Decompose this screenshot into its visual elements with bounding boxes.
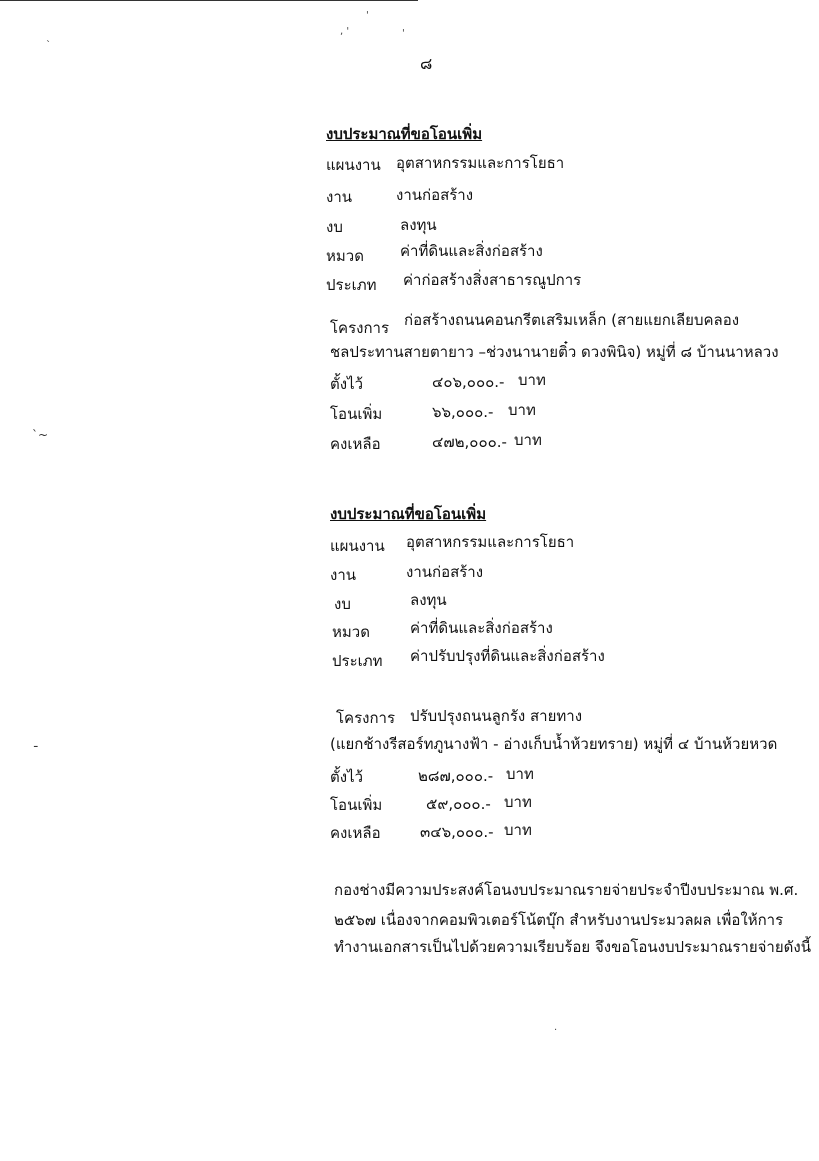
category-label: หมวด bbox=[326, 247, 364, 265]
type-value: ค่าก่อสร้างสิ่งสาธารณูปการ bbox=[403, 271, 582, 289]
transfer-unit: บาท bbox=[504, 793, 532, 811]
category-value: ค่าที่ดินและสิ่งก่อสร้าง bbox=[410, 619, 553, 637]
remain-value: ๔๗๒,๐๐๐.- bbox=[432, 433, 507, 451]
scan-mark: `~ bbox=[32, 428, 49, 442]
transfer-label: โอนเพิ่ม bbox=[330, 796, 383, 814]
type-label: ประเภท bbox=[332, 652, 383, 670]
scan-edge-line bbox=[0, 0, 418, 1]
remain-label: คงเหลือ bbox=[330, 435, 381, 453]
plan-value: อุตสาหกรรมและการโยธา bbox=[406, 533, 575, 551]
project-line2: ชลประทานสายตายาว –ช่วงนานายติ๋ว ดวงพินิจ) หมู่ที่ ๘ บ้านนาหลวง bbox=[330, 343, 779, 361]
closing-line1: กองช่างมีความประสงค์โอนงบประมาณรายจ่ายประจำปีงบประมาณ พ.ศ. bbox=[334, 881, 799, 899]
set-label: ตั้งไว้ bbox=[330, 768, 364, 786]
work-label: งาน bbox=[330, 566, 357, 584]
project-label: โครงการ bbox=[336, 709, 396, 727]
page-number: ๘ bbox=[420, 54, 433, 73]
closing-line2: ๒๕๖๗ เนื่องจากคอมพิวเตอร์โน้ตบุ๊ก สำหรับงานประมวลผล เพื่อให้การ bbox=[334, 911, 784, 929]
project-line1: ก่อสร้างถนนคอนกรีตเสริมเหล็ก (สายแยกเลียบคลอง bbox=[404, 311, 740, 329]
set-label: ตั้งไว้ bbox=[330, 375, 364, 393]
transfer-value: ๖๖,๐๐๐.- bbox=[432, 403, 494, 421]
work-value: งานก่อสร้าง bbox=[406, 563, 484, 581]
scan-speck: ` bbox=[46, 40, 51, 51]
scan-speck: . bbox=[554, 1022, 558, 1033]
set-unit: บาท bbox=[518, 371, 546, 389]
section1-heading: งบประมาณที่ขอโอนเพิ่ม bbox=[326, 125, 483, 143]
set-value: ๔๐๖,๐๐๐.- bbox=[432, 373, 505, 391]
budget-value: ลงทุน bbox=[410, 591, 447, 609]
project-line1: ปรับปรุงถนนลูกรัง สายทาง bbox=[410, 707, 583, 725]
work-value: งานก่อสร้าง bbox=[396, 186, 474, 204]
budget-label: งบ bbox=[334, 595, 351, 613]
scan-mark: ـ bbox=[34, 736, 38, 750]
remain-unit: บาท bbox=[514, 431, 542, 449]
category-value: ค่าที่ดินและสิ่งก่อสร้าง bbox=[400, 242, 543, 260]
scan-speck: , ' bbox=[340, 26, 350, 37]
section2-heading: งบประมาณที่ขอโอนเพิ่ม bbox=[330, 505, 487, 523]
remain-value: ๓๔๖,๐๐๐.- bbox=[420, 823, 494, 841]
work-label: งาน bbox=[326, 188, 353, 206]
remain-label: คงเหลือ bbox=[330, 824, 381, 842]
budget-value: ลงทุน bbox=[400, 216, 437, 234]
category-label: หมวด bbox=[332, 623, 370, 641]
plan-value: อุตสาหกรรมและการโยธา bbox=[396, 154, 565, 172]
type-label: ประเภท bbox=[326, 276, 377, 294]
transfer-label: โอนเพิ่ม bbox=[330, 405, 383, 423]
set-value: ๒๘๗,๐๐๐.- bbox=[418, 767, 494, 785]
closing-line3: ทำงานเอกสารเป็นไปด้วยความเรียบร้อย จึงขอโอนงบประมาณรายจ่ายดังนี้ bbox=[334, 938, 811, 956]
plan-label: แผนงาน bbox=[326, 156, 381, 174]
transfer-unit: บาท bbox=[508, 401, 536, 419]
remain-unit: บาท bbox=[504, 821, 532, 839]
project-line2: (แยกช้างรีสอร์ทภูนางฟ้า - อ่างเก็บน้ำห้วยทราย) หมู่ที่ ๔ บ้านห้วยหวด bbox=[330, 735, 778, 753]
scan-speck: ' bbox=[402, 28, 405, 39]
set-unit: บาท bbox=[506, 765, 534, 783]
project-label: โครงการ bbox=[330, 319, 390, 337]
plan-label: แผนงาน bbox=[330, 537, 385, 555]
transfer-value: ๕๙,๐๐๐.- bbox=[426, 795, 491, 813]
type-value: ค่าปรับปรุงที่ดินและสิ่งก่อสร้าง bbox=[410, 647, 605, 665]
budget-label: งบ bbox=[326, 218, 343, 236]
scan-speck: ' bbox=[366, 10, 369, 21]
